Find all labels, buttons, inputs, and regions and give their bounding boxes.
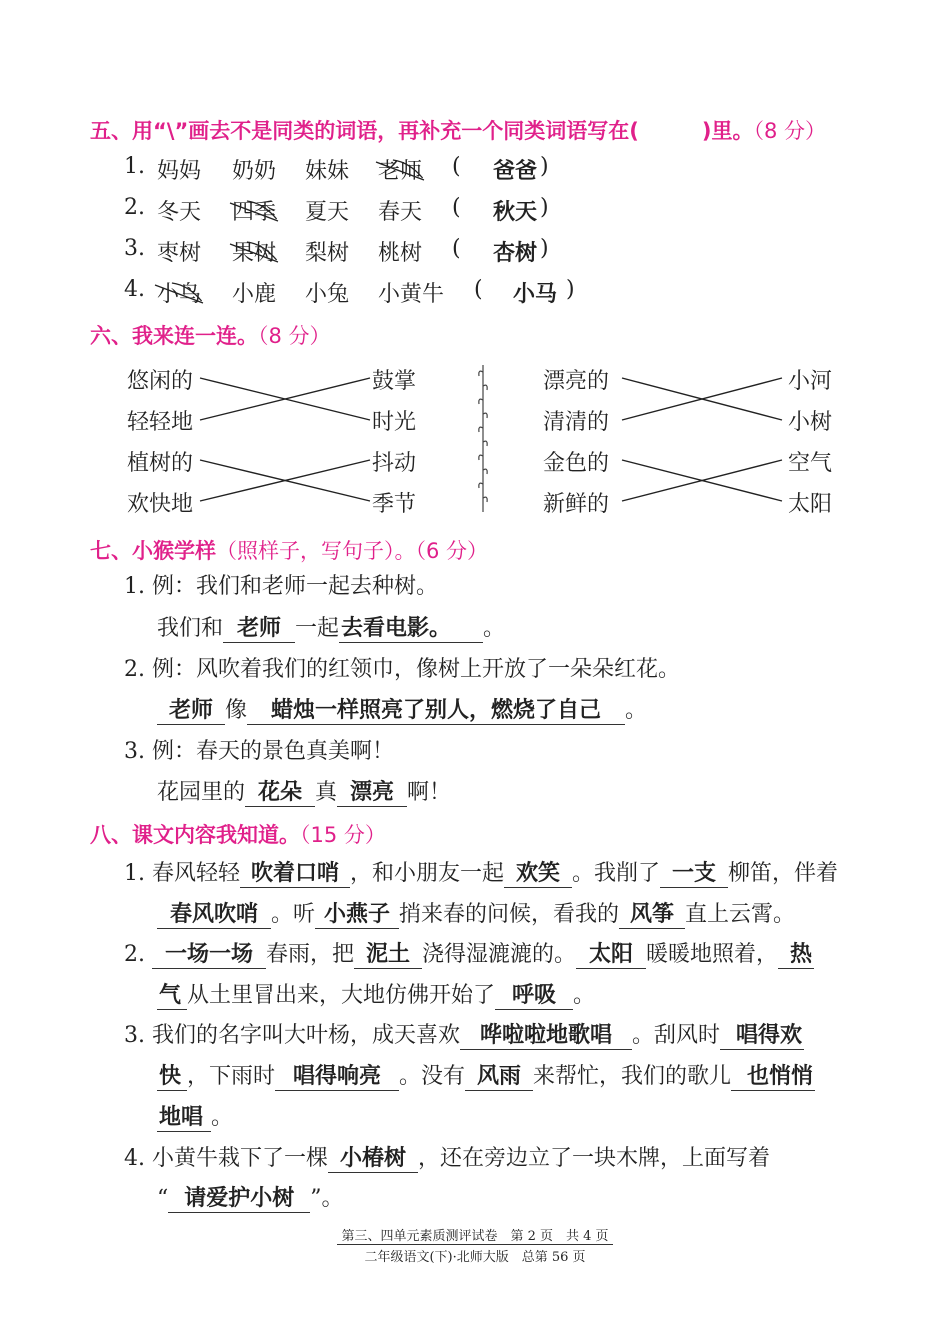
s7-item-2-example	[124, 655, 680, 685]
match-right-b-2: 小树	[788, 410, 833, 435]
word-option: 妈妈	[157, 159, 202, 184]
s8-q2-line2	[157, 981, 595, 1011]
sentence-part: 。	[625, 698, 648, 723]
section-5-heading: 五、用“\”画去不是同类的词语，再补充一个同类词语写在( )里。	[90, 119, 754, 143]
struck-word: 小鸟	[157, 282, 202, 307]
matching-lines	[0, 0, 950, 560]
answer-blank: 风雨	[465, 1064, 533, 1091]
word-option: 枣树	[157, 241, 202, 266]
answer-blank: 一支	[660, 861, 728, 888]
s7-item-1-answer	[157, 614, 505, 644]
item-number: 3.	[124, 739, 145, 764]
answer-blank: 一场一场	[152, 942, 266, 969]
answer-word: 爸爸	[492, 159, 537, 184]
text: ，下雨时	[187, 1064, 276, 1089]
answer-blank: 小椿树	[328, 1146, 418, 1173]
footer-line-1	[0, 1225, 950, 1245]
text: 。没有	[399, 1064, 466, 1089]
sentence-part: 真	[315, 780, 338, 805]
answer-blank: 蜡烛一样照亮了别人，燃烧了自己	[247, 698, 625, 725]
struck-word: 果树	[232, 241, 277, 266]
answer-blank: 唱得欢	[720, 1023, 804, 1050]
s7-item-3-answer	[157, 778, 451, 808]
text: 小黄牛栽下了一棵	[152, 1146, 329, 1171]
word-option: 妹妹	[305, 159, 350, 184]
word-option: 梨树	[305, 241, 350, 266]
match-right-a-3: 金色的	[543, 451, 610, 476]
match-left-b-2: 时光	[372, 410, 417, 435]
answer-blank: 吹着口哨	[240, 861, 350, 888]
answer-blank: 欢笑	[504, 861, 572, 888]
text: “	[157, 1186, 169, 1211]
text: 。	[573, 983, 596, 1008]
answer-word: 秋天	[492, 200, 537, 225]
footer-line-2: 二年级语文(下)·北师大版 总第 56 页	[364, 1250, 586, 1265]
s8-q3-line3	[157, 1103, 233, 1133]
example-sentence: 例：春天的景色真美啊！	[152, 739, 395, 764]
word-option: 小鹿	[232, 282, 277, 307]
text: 直上云霄。	[685, 902, 796, 927]
row-number: 2.	[124, 195, 145, 220]
answer-blank: 气	[157, 983, 187, 1010]
answer-blank: 花朵	[245, 780, 315, 807]
text: 来帮忙，我们的歌儿	[533, 1064, 732, 1089]
section-7-paren: （照样子，写句子）	[216, 539, 395, 563]
text: 我们的名字叫大叶杨，成天喜欢	[152, 1023, 461, 1048]
answer-blank: 老师	[157, 698, 225, 725]
struck-word: 四季	[232, 200, 277, 225]
text: 柳笛，伴着	[728, 861, 839, 886]
item-number: 3.	[124, 1023, 145, 1048]
section-6-heading: 六、我来连一连。	[90, 324, 258, 348]
open-paren: (	[452, 236, 461, 261]
match-right-a-4: 新鲜的	[543, 492, 610, 517]
match-left-a-4: 欢快地	[127, 492, 194, 517]
item-number: 1.	[124, 574, 145, 599]
section-7-title	[90, 535, 488, 565]
answer-blank: 泥土	[354, 942, 422, 969]
s8-q1-line2	[157, 900, 795, 930]
text: 浇得湿漉漉的。	[422, 942, 577, 967]
s8-q3-line1	[124, 1021, 804, 1051]
item-number: 1.	[124, 861, 145, 886]
text: 暖暖地照着，	[646, 942, 779, 967]
s8-q3-line2	[157, 1062, 815, 1092]
s8-q1-line1	[124, 859, 838, 889]
answer-blank: 老师	[223, 616, 295, 643]
row-number: 3.	[124, 236, 145, 261]
row-number: 1.	[124, 154, 145, 179]
word-option: 奶奶	[232, 159, 277, 184]
word-option: 春天	[378, 200, 423, 225]
s7-item-3-example	[124, 737, 394, 767]
sentence-part: 。	[483, 616, 506, 641]
s8-q4-line1	[124, 1144, 770, 1174]
section-8-heading: 八、课文内容我知道。	[90, 823, 300, 847]
sentence-part: 一起	[295, 616, 340, 641]
answer-blank: 风筝	[619, 902, 685, 929]
answer-blank: 小燕子	[315, 902, 399, 929]
sentence-part: 我们和	[157, 616, 224, 641]
sentence-part: 啊！	[407, 780, 452, 805]
section-8-title	[90, 819, 386, 849]
answer-blank: 唱得响亮	[275, 1064, 399, 1091]
item-number: 2.	[124, 942, 145, 967]
match-right-a-2: 清清的	[543, 410, 610, 435]
answer-blank: 去看电影。	[339, 616, 483, 643]
answer-blank: 呼吸	[495, 983, 573, 1010]
text: 捎来春的问候，看我的	[399, 902, 620, 927]
s8-q4-line2	[157, 1184, 344, 1214]
row-number: 4.	[124, 277, 145, 302]
answer-word: 杏树	[492, 241, 537, 266]
word-option: 冬天	[157, 200, 202, 225]
section-7-heading: 七、小猴学样	[90, 539, 216, 563]
match-right-b-3: 空气	[788, 451, 833, 476]
match-left-a-3: 植树的	[127, 451, 194, 476]
s7-item-2-answer	[157, 696, 647, 726]
sentence-part: 像	[225, 698, 248, 723]
answer-blank: 太阳	[576, 942, 646, 969]
item-number: 2.	[124, 657, 145, 682]
section-8-points: （15 分）	[300, 823, 386, 847]
close-paren: )	[540, 154, 549, 179]
text: ”。	[310, 1186, 344, 1211]
match-left-a-2: 轻轻地	[127, 410, 194, 435]
text: ，和小朋友一起	[350, 861, 505, 886]
open-paren: (	[452, 195, 461, 220]
answer-word: 小马	[512, 282, 557, 307]
vine-divider	[479, 365, 487, 512]
match-right-a-1: 漂亮的	[543, 369, 610, 394]
answer-blank: 也悄悄	[731, 1064, 815, 1091]
answer-blank: 漂亮	[337, 780, 407, 807]
answer-blank: 春风吹哨	[157, 902, 271, 929]
text: ，还在旁边立了一块木牌，上面写着	[418, 1146, 771, 1171]
text: 春雨，把	[266, 942, 355, 967]
text: 。我削了	[572, 861, 661, 886]
answer-blank: 快	[157, 1064, 187, 1091]
text: 。刮风时	[632, 1023, 721, 1048]
answer-blank: 地唱	[157, 1105, 211, 1132]
item-number: 4.	[124, 1146, 145, 1171]
word-option: 小兔	[305, 282, 350, 307]
s8-q2-line1	[124, 940, 814, 970]
text: 从土里冒出来，大地仿佛开始了	[187, 983, 496, 1008]
struck-word: 老师	[378, 159, 423, 184]
match-right-b-1: 小河	[788, 369, 833, 394]
answer-blank: 哗啦啦地歌唱	[460, 1023, 632, 1050]
match-left-b-4: 季节	[372, 492, 417, 517]
text: 。	[211, 1105, 234, 1130]
sentence-part: 花园里的	[157, 780, 246, 805]
open-paren: (	[452, 154, 461, 179]
match-left-b-3: 抖动	[372, 451, 417, 476]
match-right-b-4: 太阳	[788, 492, 833, 517]
example-sentence: 例：风吹着我们的红领巾，像树上开放了一朵朵红花。	[152, 657, 681, 682]
footer-page-info: 第三、四单元素质测评试卷 第 2 页 共 4 页	[337, 1225, 612, 1245]
text: 。听	[271, 902, 316, 927]
word-option: 小黄牛	[378, 282, 445, 307]
word-option: 夏天	[305, 200, 350, 225]
close-paren: )	[566, 277, 575, 302]
s7-item-1-example	[124, 572, 438, 602]
text: 春风轻轻	[152, 861, 241, 886]
example-sentence: 例：我们和老师一起去种树。	[152, 574, 439, 599]
close-paren: )	[540, 236, 549, 261]
section-7-points: 。（6 分）	[394, 539, 489, 563]
match-left-b-1: 鼓掌	[372, 369, 417, 394]
word-option: 桃树	[378, 241, 423, 266]
section-5-points: （8 分）	[753, 119, 827, 143]
answer-blank: 热	[778, 942, 814, 969]
open-paren: (	[474, 277, 483, 302]
match-left-a-1: 悠闲的	[127, 369, 194, 394]
close-paren: )	[540, 195, 549, 220]
section-6-points: （8 分）	[258, 324, 331, 348]
answer-blank: 请爱护小树	[168, 1186, 310, 1213]
